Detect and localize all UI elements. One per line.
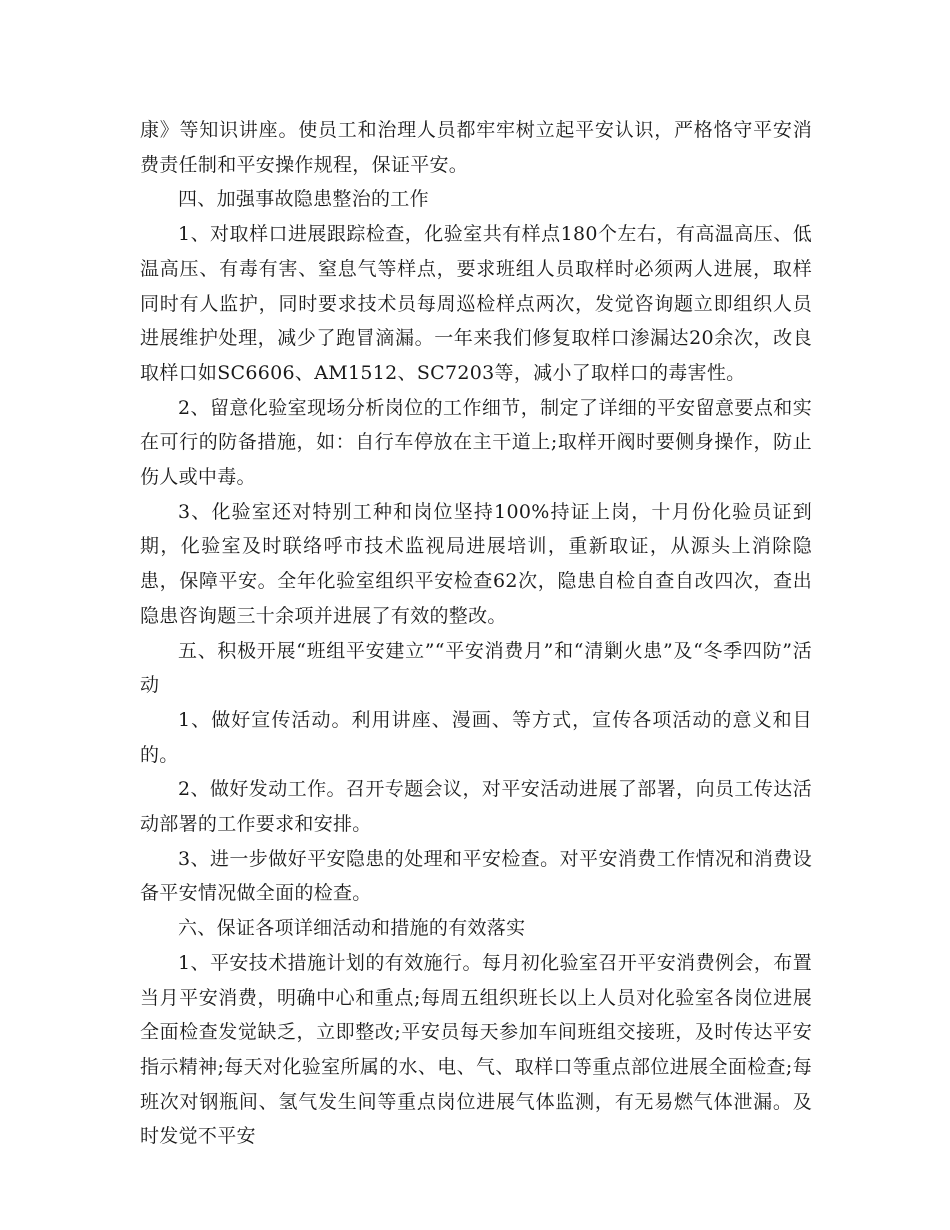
section-heading-4: 四、加强事故隐患整治的工作 — [178, 188, 429, 211]
paragraph-4-3: 3、化验室还对特别工种和岗位坚持100%持证上岗，十月份化验员证到期，化验室及时联络呼市技术监视局进展培训，重新取证，从源头上消除隐患，保障平安。全年化验室组织平安检查62次，隐患自检自查自改四次，查出隐患咨询题三十余项并进展了有效的整改。 — [140, 500, 812, 627]
section-heading-6: 六、保证各项详细活动和措施的有效落实 — [178, 917, 526, 940]
paragraph-6-1: 1、平安技术措施计划的有效施行。每月初化验室召开平安消费例会，布置当月平安消费，明确中心和重点;每周五组织班长以上人员对化验室各岗位进展全面检查发觉缺乏，立即整改;平安员每天参加车间班组交接班，及时传达平安指示精神;每天对化验室所属的水、电、气、取样口等重点部位进展全面检查;每班次对钢瓶间、氢气发生间等重点岗位进展气体监测，有无易燃气体泄漏。及时发觉不平安 — [140, 951, 812, 1148]
paragraph-5-1: 1、做好宣传活动。利用讲座、漫画、等方式，宣传各项活动的意义和目的。 — [140, 708, 812, 766]
paragraph-5-2: 2、做好发动工作。召开专题会议，对平安活动进展了部署，向员工传达活动部署的工作要求和安排。 — [140, 778, 812, 836]
paragraph-5-3: 3、进一步做好平安隐患的处理和平安检查。对平安消费工作情况和消费设备平安情况做全面的检查。 — [140, 847, 812, 905]
section-heading-5: 五、积极开展“班组平安建立”“平安消费月”和“清剿火患”及“冬季四防”活动 — [140, 639, 812, 697]
paragraph-4-2: 2、留意化验室现场分析岗位的工作细节，制定了详细的平安留意要点和实在可行的防备措施，如：自行车停放在主干道上;取样开阀时要侧身操作，防止伤人或中毒。 — [140, 396, 812, 489]
document-body — [140, 113, 812, 1154]
paragraph-continuation: 康》等知识讲座。使员工和治理人员都牢牢树立起平安认识，严格恪守平安消费责任制和平安操作规程，保证平安。 — [140, 119, 812, 176]
paragraph-4-1: 1、对取样口进展跟踪检查，化验室共有样点180个左右，有高温高压、低温高压、有毒有害、窒息气等样点，要求班组人员取样时必须两人进展，取样同时有人监护，同时要求技术员每周巡检样点两次，发觉咨询题立即组织人员进展维护处理，减少了跑冒滴漏。一年来我们修复取样口渗漏达20余次，改良取样口如SC6606、AM1512、SC7203等，减小了取样口的毒害性。 — [140, 223, 812, 384]
